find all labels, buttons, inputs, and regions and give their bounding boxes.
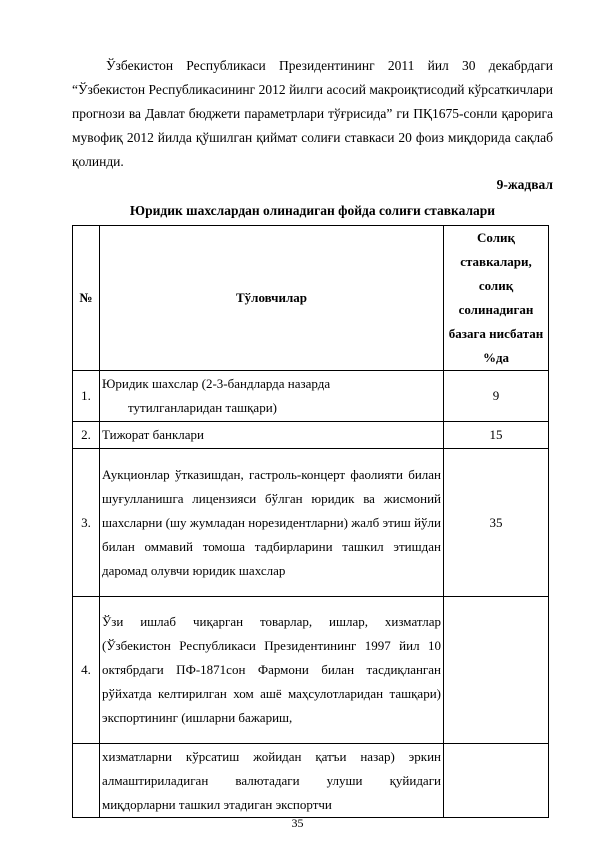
row-num: 4. — [73, 597, 100, 744]
header-rate: Солиқ ставкалари, солиқ солинадиган базага нисбатан %да — [444, 226, 549, 371]
header-num: № — [73, 226, 100, 371]
header-payers: Тўловчилар — [100, 226, 444, 371]
row-payer-line2: тутилганларидан ташқари) — [128, 400, 277, 415]
row-rate — [444, 744, 549, 818]
row-payer — [100, 371, 444, 422]
row-payer: хизматларни кўрсатиш жойидан қатъи назар) эркин алмаштириладиган валютадаги улуши қуйидаги миқдорларни ташкил этадиган экспортчи — [100, 744, 444, 818]
row-payer: Ўзи ишлаб чиқарган товарлар, ишлар, хизматлар (Ўзбекистон Республикаси Президентининг 1997 йил 10 октябрдаги ПФ-1871сон Фармони билан тасдиқланган рўйхатда келтирилган хом ашё маҳсулотларидан ташқари) экспортининг (ишларни бажариш, — [100, 597, 444, 744]
table-title: Юридик шахслардан олинадиган фойда солиғи ставкалари — [129, 203, 496, 218]
row-payer: Аукционлар ўтказишдан, гастроль-концерт фаолияти билан шуғулланишга лицензияси бўлган юридик ва жисмоний шахсларни (шу жумладан норезидентларни) жалб этиш йўли билан оммавий томоша тадбирларини ташкил этишдан даромад олувчи юридик шахслар — [100, 449, 444, 597]
page-number: 35 — [291, 816, 304, 830]
table-row — [73, 744, 549, 818]
intro-paragraph: Ўзбекистон Республикаси Президентининг 2011 йил 30 декабрдаги “Ўзбекистон Республикасининг 2012 йилги асосий макроиқтисодий кўрсаткичлари прогнози ва Давлат бюджети параметрлари тўғрисида” ги ПҚ1675-сонли қарорига мувофиқ 2012 йилда қўшилган қиймат солиғи ставкаси 20 фоиз миқдорида сақлаб қолинди. — [72, 58, 553, 169]
row-rate: 35 — [444, 449, 549, 597]
row-rate: 15 — [444, 422, 549, 449]
row-rate: 9 — [444, 371, 549, 422]
row-payer-line1: Юридик шахслар (2-3-бандларда назарда — [102, 376, 331, 391]
tax-rate-table — [72, 225, 549, 818]
row-num: 3. — [73, 449, 100, 597]
row-payer: Тижорат банклари — [100, 422, 444, 449]
row-rate — [444, 597, 549, 744]
table-header-row — [73, 226, 549, 371]
row-num: 1. — [73, 371, 100, 422]
table-row — [73, 422, 549, 449]
row-num — [73, 744, 100, 818]
table-row — [73, 371, 549, 422]
table-row — [73, 449, 549, 597]
row-num: 2. — [73, 422, 100, 449]
table-number: 9-жадвал — [496, 177, 553, 192]
table-row — [73, 597, 549, 744]
